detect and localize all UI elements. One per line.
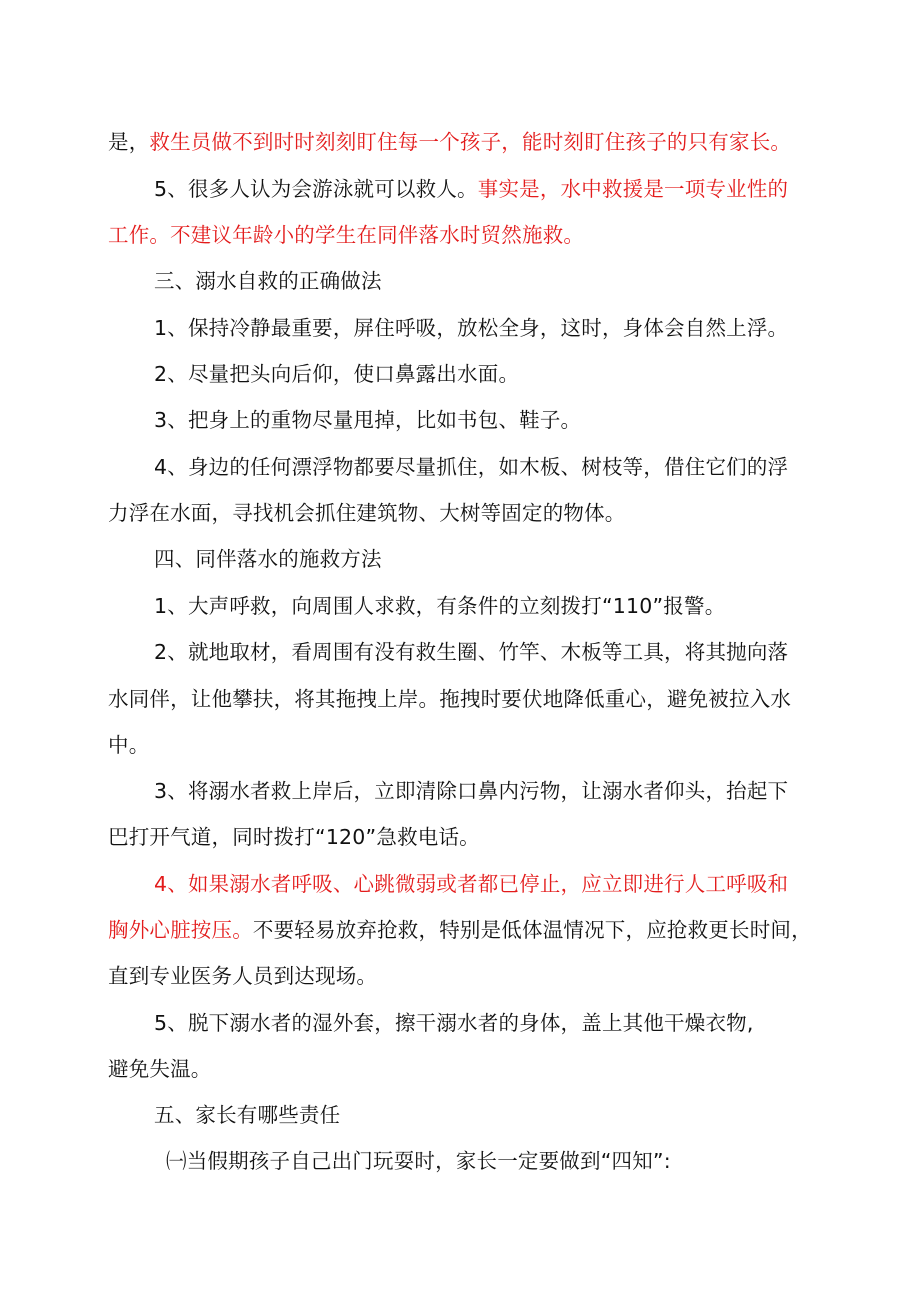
highlighted-line: 工作。不建议年龄小的学生在同伴落水时贸然施救。	[108, 223, 585, 247]
paragraph-line: 直到专业医务人员到达现场。	[108, 964, 378, 988]
section-heading-5: 五、家长有哪些责任	[154, 1103, 341, 1127]
paragraph-line: 力浮在水面，寻找机会抓住建筑物、大树等固定的物体。	[108, 501, 626, 525]
paragraph-line: 水同伴，让他攀扶，将其拖拽上岸。拖拽时要伏地降低重心，避免被拉入水	[108, 687, 792, 711]
paragraph-line: 中。	[108, 733, 150, 757]
text-run: 5、很多人认为会游泳就可以救人。	[154, 177, 478, 201]
section-heading-4: 四、同伴落水的施救方法	[154, 547, 382, 571]
highlighted-line: 4、如果溺水者呼吸、心跳微弱或者都已停止，应立即进行人工呼吸和	[154, 872, 789, 896]
text-run: 是，	[108, 130, 150, 154]
paragraph-line	[108, 127, 818, 157]
section-heading-3: 三、溺水自救的正确做法	[154, 269, 382, 293]
paragraph-line: 巴打开气道，同时拨打“120”急救电话。	[108, 825, 480, 849]
paragraph-line: 3、将溺水者救上岸后，立即清除口鼻内污物，让溺水者仰头，抬起下	[154, 779, 789, 803]
paragraph-line: 4、身边的任何漂浮物都要尽量抓住，如木板、树枝等，借住它们的浮	[154, 455, 789, 479]
highlighted-text: 事实是，水中救援是一项专业性的	[477, 177, 789, 201]
paragraph-line: ㈠当假期孩子自己出门玩耍时，家长一定要做到“四知”:	[166, 1149, 671, 1173]
paragraph-line: 2、就地取材，看周围有没有救生圈、竹竿、木板等工具，将其抛向落	[154, 640, 789, 664]
paragraph-line: 1、保持冷静最重要，屏住呼吸，放松全身，这时，身体会自然上浮。	[154, 316, 789, 340]
paragraph-line: 1、大声呼救，向周围人求救，有条件的立刻拨打“110”报警。	[154, 594, 726, 618]
paragraph-line	[154, 174, 818, 204]
paragraph-line: 3、把身上的重物尽量甩掉，比如书包、鞋子。	[154, 408, 582, 432]
highlighted-text: 胸外心脏按压。	[108, 918, 253, 942]
highlighted-text: 救生员做不到时时刻刻盯住每一个孩子，能时刻盯住孩子的只有家长。	[149, 130, 792, 154]
paragraph-line: 2、尽量把头向后仰，使口鼻露出水面。	[154, 362, 520, 386]
paragraph-line	[108, 915, 818, 945]
paragraph-line: 避免失温。	[108, 1057, 212, 1081]
text-run: 不要轻易放弃抢救，特别是低体温情况下，应抢救更长时间，	[252, 918, 812, 942]
paragraph-line: 5、脱下溺水者的湿外套，擦干溺水者的身体，盖上其他干燥衣物,	[154, 1011, 754, 1035]
